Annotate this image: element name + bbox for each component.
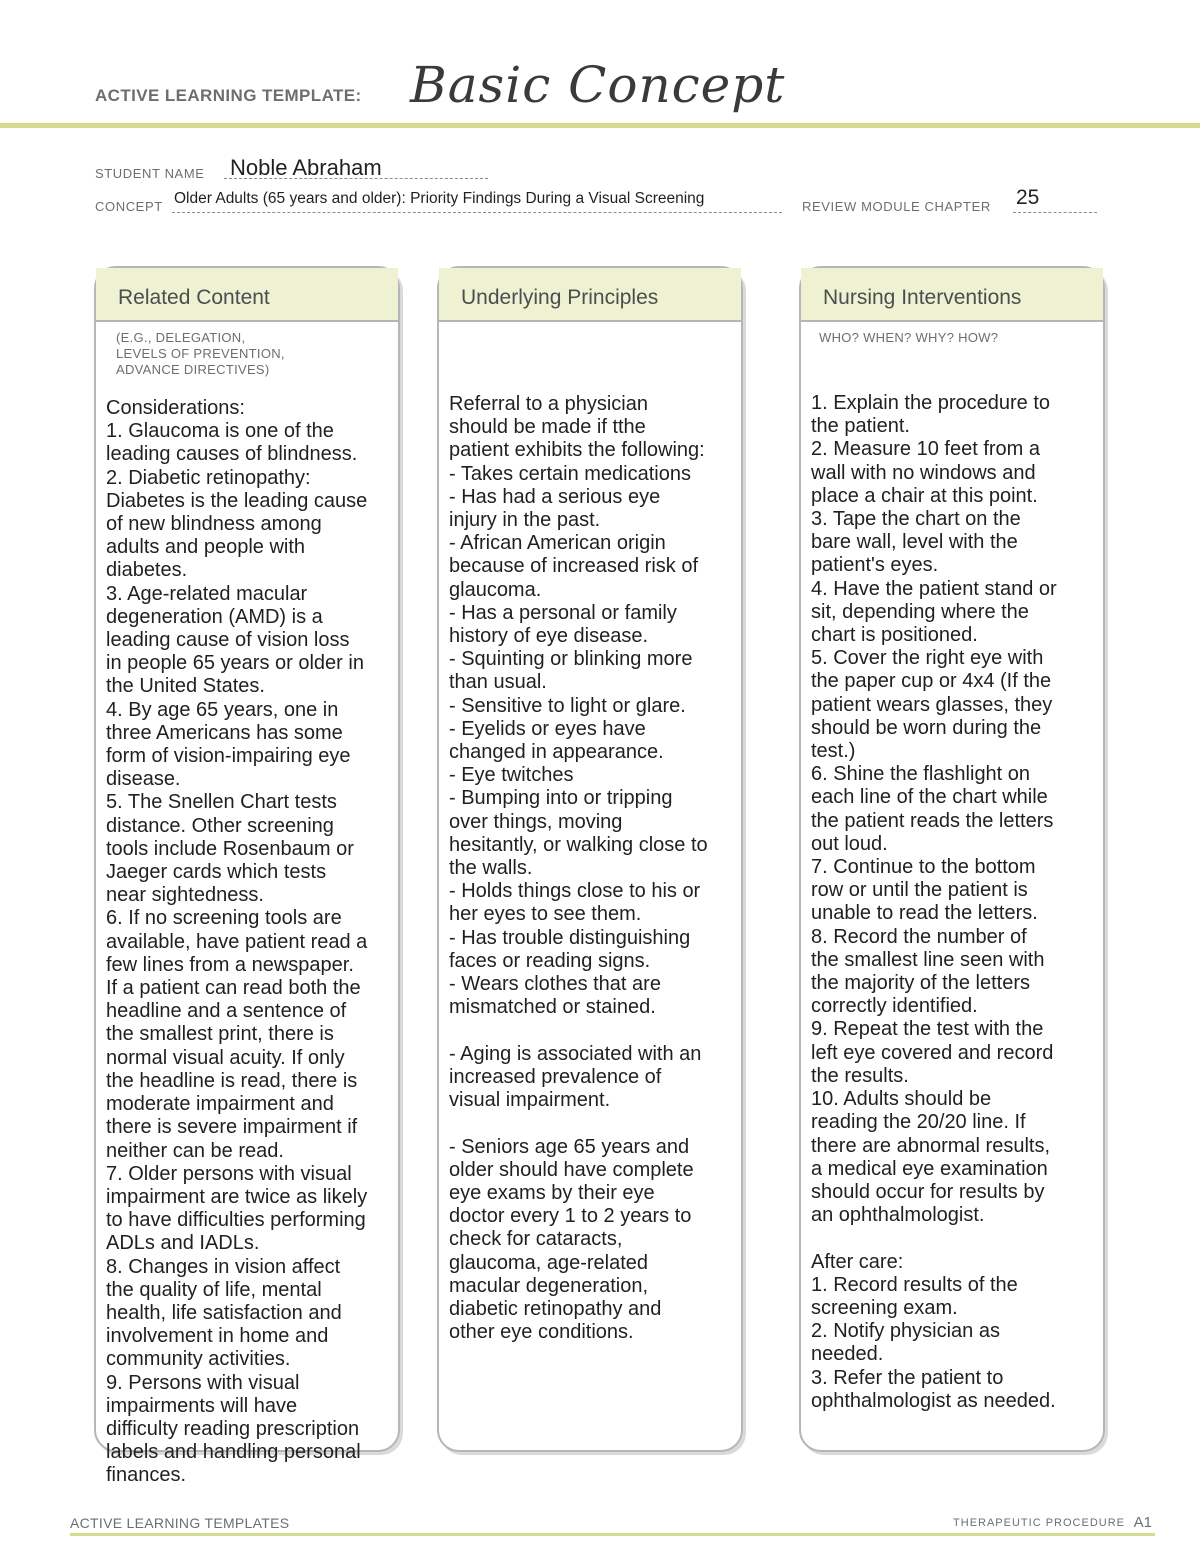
nursing-interventions-text[interactable]: 1. Explain the procedure to the patient. 2. Measure 10 feet from a wall with no windows and place a chair at this point. 3. Tape the chart on the bare wall, level with the patient's eyes. 4. Have the patient stand or sit, depending where the chart is positioned. 5. Cover the right eye with the paper cup or 4x4 (If the patient wears glasses, they should be worn during the test.) 6. Shine the flashlight on each line of the chart while the patient reads the letters out loud. 7. Continue to the bottom row or until the patient is unable to read the letters. 8. Record the number of the smallest line seen with the majority of the letters correctly identified. 9. Repeat the test with the left eye covered and record the results. 10. Adults should be reading the 20/20 line. If there are abnormal results, a medical eye examination should occur for results by an ophthalmologist. After care: 1. Record results of the screening exam. 2. Notify physician as needed. 3. Refer the patient to ophthalmologist as needed. bbox=[811, 392, 1057, 1412]
chapter-label: REVIEW MODULE CHAPTER bbox=[802, 199, 991, 214]
underlying-principles-header bbox=[439, 268, 741, 322]
student-name-field[interactable]: Noble Abraham bbox=[230, 155, 382, 180]
footer-page-number: A1 bbox=[1133, 1514, 1152, 1531]
underlying-principles-text[interactable]: Referral to a physician should be made if tthe patient exhibits the following: - Takes certain medications - Has had a serious eye injury in the past. - African American origin because of increased risk of glaucoma. - Has a personal or family history of eye disease. - Squinting or blinking more than usual. - Sensitive to light or glare. - Eyelids or eyes have changed in appearance. - Eye twitches - Bumping into or tripping over things, moving hesitantly, or walking close to the walls. - Holds things close to his or her eyes to see them. - Has trouble distinguishing faces or reading signs. - Wears clothes that are mismatched or stained. - Aging is associated with an increased prevalence of visual impairment. - Seniors age 65 years and older should have complete eye exams by their eye doctor every 1 to 2 years to check for cataracts, glaucoma, age-related macular degeneration, diabetic retinopathy and other eye conditions. bbox=[449, 393, 708, 1344]
concept-field[interactable]: Older Adults (65 years and older): Priority Findings During a Visual Screening bbox=[174, 190, 705, 207]
nursing-interventions-header bbox=[801, 268, 1103, 322]
related-content-subtitle: (E.G., DELEGATION, LEVELS OF PREVENTION, ADVANCE DIRECTIVES) bbox=[116, 330, 285, 377]
concept-label: CONCEPT bbox=[95, 199, 163, 214]
related-content-text[interactable]: Considerations: 1. Glaucoma is one of the leading causes of blindness. 2. Diabetic retinopathy: Diabetes is the leading cause of new blindness among adults and people with diabetes. 3. Age-related macular degeneration (AMD) is a leading cause of vision loss in people 65 years or older in the United States. 4. By age 65 years, one in three Americans has some form of vision-impairing eye disease. 5. The Snellen Chart tests distance. Other screening tools include Rosenbaum or Jaeger cards which tests near sightedness. 6. If no screening tools are available, have patient read a few lines from a newspaper. If a patient can read both the headline and a sentence of the smallest print, there is normal visual acuity. If only the headline is read, there is moderate impairment and there is severe impairment if neither can be read. 7. Older persons with visual impairment are twice as likely to have difficulties performing ADLs and IADLs. 8. Changes in vision affect the quality of life, mental health, life satisfaction and involvement in home and community activities. 9. Persons with visual impairments will have difficulty reading prescription labels and handling personal finances. bbox=[106, 397, 368, 1487]
related-content-title: Related Content bbox=[118, 286, 270, 309]
chapter-field[interactable]: 25 bbox=[1016, 186, 1040, 209]
template-label: ACTIVE LEARNING TEMPLATE: bbox=[95, 86, 362, 105]
footer-label: ACTIVE LEARNING TEMPLATES bbox=[70, 1515, 290, 1531]
footer-section: THERAPEUTIC PROCEDURE bbox=[953, 1517, 1125, 1529]
related-content-header bbox=[96, 268, 398, 322]
chapter-line bbox=[1013, 212, 1097, 213]
nursing-interventions-panel bbox=[799, 266, 1105, 1452]
underlying-principles-title: Underlying Principles bbox=[461, 286, 659, 309]
nursing-interventions-subtitle: WHO? WHEN? WHY? HOW? bbox=[819, 330, 999, 345]
student-name-label: STUDENT NAME bbox=[95, 166, 205, 181]
concept-line bbox=[172, 212, 782, 213]
template-title: Basic Concept bbox=[410, 56, 786, 114]
footer-divider bbox=[70, 1533, 1155, 1536]
underlying-principles-panel bbox=[437, 266, 743, 1452]
header-divider bbox=[0, 123, 1200, 128]
nursing-interventions-title: Nursing Interventions bbox=[823, 286, 1022, 309]
related-content-panel bbox=[94, 266, 400, 1487]
